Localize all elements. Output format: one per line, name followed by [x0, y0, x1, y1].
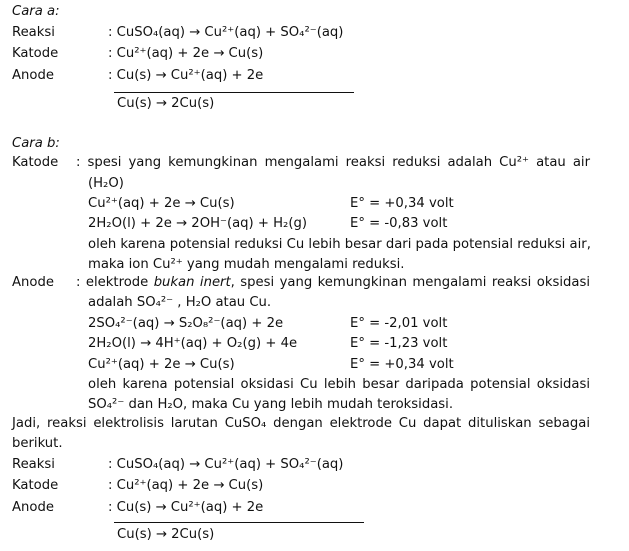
- summary-text-cont: berikut.: [12, 436, 63, 451]
- katode-label: Katode: [12, 46, 59, 61]
- anode-equation: : Cu(s) → Cu²⁺(aq) + 2e: [108, 68, 264, 83]
- anode-equation: : Cu(s) → Cu²⁺(aq) + 2e: [108, 500, 264, 515]
- summary-text: Jadi, reaksi elektrolisis larutan CuSO₄ dengan elektrode Cu dapat dituliskan sebagai: [12, 416, 590, 431]
- katode-equation: : Cu²⁺(aq) + 2e → Cu(s): [108, 46, 264, 61]
- reaksi-label: Reaksi: [12, 25, 55, 40]
- katode-reaction-2: 2H₂O(l) + 2e → 2OH⁻(aq) + H₂(g): [88, 216, 307, 231]
- anode-potential-2: E° = -1,23 volt: [350, 336, 448, 351]
- anode-potential-1: E° = -2,01 volt: [350, 316, 448, 331]
- anode-label: Anode: [12, 500, 54, 515]
- katode-description-cont: (H₂O): [88, 176, 124, 191]
- reaksi-equation: : CuSO₄(aq) → Cu²⁺(aq) + SO₄²⁻(aq): [108, 25, 344, 40]
- katode-reaction-1: Cu²⁺(aq) + 2e → Cu(s): [88, 196, 235, 211]
- anode-reaction-3: Cu²⁺(aq) + 2e → Cu(s): [88, 357, 235, 372]
- anode-label: Anode: [12, 68, 54, 83]
- reaksi-label: Reaksi: [12, 457, 55, 472]
- katode-description: : spesi yang kemungkinan mengalami reaksi reduksi adalah Cu²⁺ atau air: [76, 155, 590, 170]
- cara-a-heading: Cara a:: [12, 4, 60, 19]
- katode-label: Katode: [12, 478, 59, 493]
- reaksi-equation: : CuSO₄(aq) → Cu²⁺(aq) + SO₄²⁻(aq): [108, 457, 344, 472]
- katode-equation: : Cu²⁺(aq) + 2e → Cu(s): [108, 478, 264, 493]
- katode-conclusion-cont: maka ion Cu²⁺ yang mudah mengalami reduksi.: [88, 257, 405, 272]
- anode-conclusion-cont: SO₄²⁻ dan H₂O, maka Cu yang lebih mudah teroksidasi.: [88, 397, 454, 412]
- net-equation: Cu(s) → 2Cu(s): [117, 527, 215, 542]
- katode-label: Katode: [12, 155, 59, 170]
- anode-reaction-1: 2SO₄²⁻(aq) → S₂O₈²⁻(aq) + 2e: [88, 316, 284, 331]
- anode-potential-3: E° = +0,34 volt: [350, 357, 454, 372]
- katode-potential-2: E° = -0,83 volt: [350, 216, 448, 231]
- anode-description-cont: adalah SO₄²⁻ , H₂O atau Cu.: [88, 295, 272, 310]
- katode-potential-1: E° = +0,34 volt: [350, 196, 454, 211]
- anode-reaction-2: 2H₂O(l) → 4H⁺(aq) + O₂(g) + 4e: [88, 336, 298, 351]
- sum-divider: [114, 522, 364, 523]
- cara-b-heading: Cara b:: [12, 136, 60, 151]
- anode-description: : elektrode bukan inert, spesi yang kemungkinan mengalami reaksi oksidasi: [76, 275, 590, 290]
- sum-divider: [114, 92, 354, 93]
- net-equation: Cu(s) → 2Cu(s): [117, 96, 215, 111]
- anode-label: Anode: [12, 275, 54, 290]
- anode-conclusion: oleh karena potensial oksidasi Cu lebih besar daripada potensial oksidasi: [88, 377, 590, 392]
- katode-conclusion: oleh karena potensial reduksi Cu lebih besar dari pada potensial reduksi air,: [88, 237, 591, 252]
